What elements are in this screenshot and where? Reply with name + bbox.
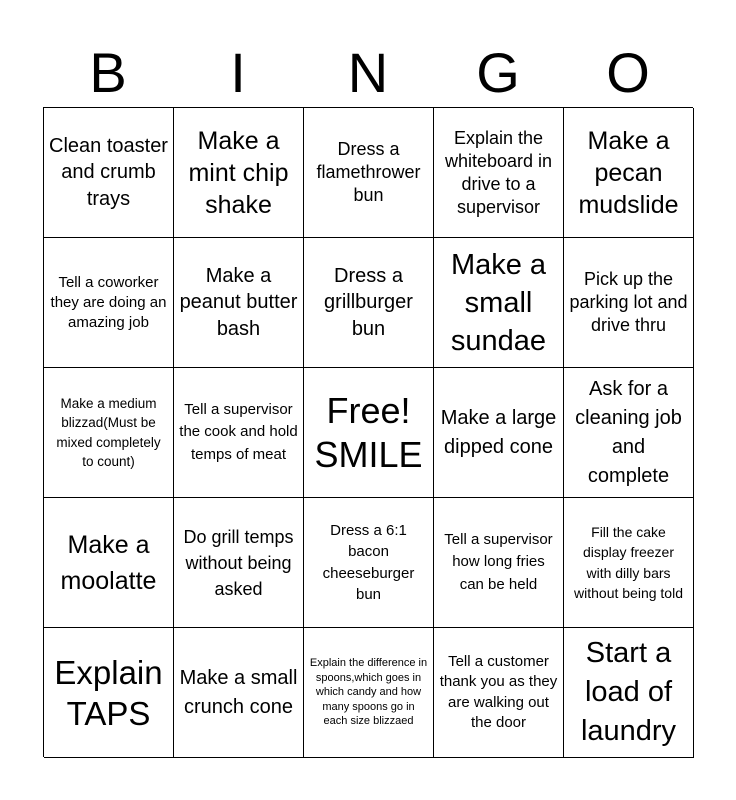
bingo-cell[interactable] — [174, 498, 304, 628]
bingo-cell[interactable] — [174, 628, 304, 758]
cell-text: Make a peanut butter bash — [179, 264, 298, 340]
bingo-cell[interactable] — [44, 238, 174, 368]
header-letter-g: G — [476, 41, 520, 104]
cell-text: Clean toaster and crumb trays — [49, 134, 168, 210]
bingo-cell[interactable] — [44, 108, 174, 238]
cell-text: Pick up the parking lot and drive thru — [569, 269, 688, 335]
bingo-cell[interactable] — [564, 108, 694, 238]
bingo-cell[interactable] — [174, 108, 304, 238]
cell-text: Tell a supervisor how long fries can be held — [444, 530, 553, 593]
cell-text: Tell a customer thank you as they are walking out the door — [439, 652, 558, 731]
cell-text: Explain the whiteboard in drive to a supervisor — [444, 127, 553, 217]
header-letter-b: B — [89, 41, 127, 104]
cell-text: Make a small crunch cone — [179, 667, 298, 718]
cell-text: Tell a supervisor the cook and hold temps of meat — [179, 400, 298, 463]
cell-text: Make a large dipped cone — [440, 406, 557, 458]
bingo-cell[interactable] — [434, 628, 564, 758]
cell-text: Make a medium blizzad(Must be mixed completely to count) — [56, 395, 161, 469]
cell-text: Ask for a cleaning job and complete — [575, 377, 682, 487]
cell-text: Make a small sundae — [450, 248, 547, 357]
cell-text: Fill the cake display freezer with dilly bars without being told — [574, 523, 683, 601]
bingo-cell[interactable] — [564, 238, 694, 368]
bingo-cell[interactable] — [434, 368, 564, 498]
bingo-cell[interactable] — [44, 628, 174, 758]
bingo-cell[interactable] — [304, 498, 434, 628]
cell-text: Explain TAPS — [54, 653, 163, 732]
bingo-cell[interactable] — [304, 628, 434, 758]
cell-text: Dress a grillburger bun — [324, 264, 413, 340]
cell-text: Start a load of laundry — [580, 637, 677, 747]
cell-text: Tell a coworker they are doing an amazing job — [50, 273, 167, 331]
bingo-header — [43, 42, 693, 104]
bingo-cell[interactable] — [434, 108, 564, 238]
bingo-cell[interactable] — [564, 498, 694, 628]
cell-text: Free! SMILE — [314, 389, 423, 475]
bingo-cell[interactable] — [434, 498, 564, 628]
header-letter-o: O — [606, 41, 650, 104]
cell-text: Explain the difference in spoons,which goes in which candy and how many spoons go in each size blizzaed — [309, 657, 428, 728]
cell-text: Make a pecan mudslide — [578, 126, 679, 219]
header-letter-i: I — [230, 41, 246, 104]
bingo-cell[interactable] — [304, 108, 434, 238]
cell-text: Dress a 6:1 bacon cheeseburger bun — [322, 521, 415, 603]
cell-text: Make a mint chip shake — [188, 126, 289, 219]
bingo-cell[interactable] — [564, 628, 694, 758]
free-space-cell[interactable] — [304, 368, 434, 498]
bingo-cell[interactable] — [44, 368, 174, 498]
cell-text: Do grill temps without being asked — [183, 526, 294, 599]
bingo-cell[interactable] — [174, 238, 304, 368]
bingo-cell[interactable] — [564, 368, 694, 498]
bingo-cell[interactable] — [434, 238, 564, 368]
bingo-cell[interactable] — [304, 238, 434, 368]
cell-text: Dress a flamethrower bun — [316, 139, 421, 205]
bingo-board — [43, 107, 693, 757]
header-letter-n: N — [347, 41, 389, 104]
bingo-cell[interactable] — [174, 368, 304, 498]
bingo-cell[interactable] — [44, 498, 174, 628]
cell-text: Make a moolatte — [60, 530, 157, 595]
